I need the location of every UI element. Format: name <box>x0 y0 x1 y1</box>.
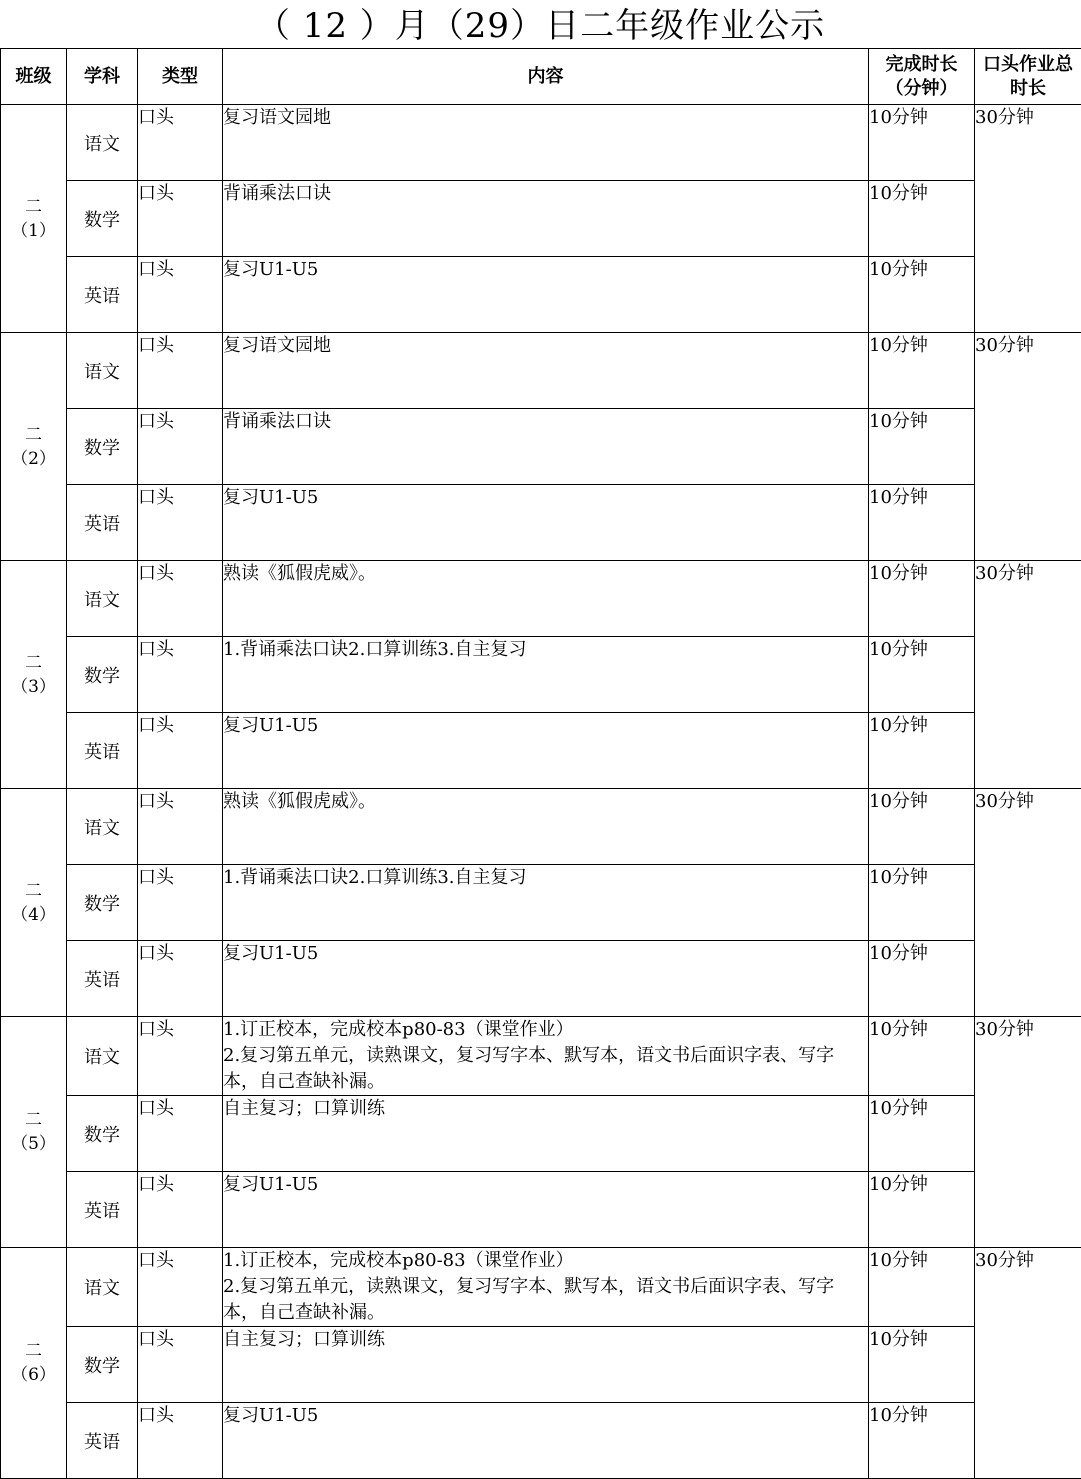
subject-cell: 英语 <box>67 713 138 789</box>
header-oral-total: 口头作业总时长 <box>975 49 1081 105</box>
type-cell: 口头 <box>138 713 223 789</box>
content-cell: 复习U1-U5 <box>223 257 869 333</box>
class-number: （6） <box>1 1363 66 1387</box>
subject-cell: 英语 <box>67 1172 138 1248</box>
type-cell: 口头 <box>138 1172 223 1248</box>
oral-total-cell: 30分钟 <box>975 105 1081 333</box>
table-row <box>1 409 1081 485</box>
class-grade: 二 <box>1 195 66 219</box>
header-class: 班级 <box>1 49 67 105</box>
duration-cell: 10分钟 <box>869 1327 975 1403</box>
type-cell: 口头 <box>138 941 223 1017</box>
type-cell: 口头 <box>138 1017 223 1096</box>
table-row <box>1 1172 1081 1248</box>
subject-cell: 英语 <box>67 485 138 561</box>
type-cell: 口头 <box>138 637 223 713</box>
table-row <box>1 941 1081 1017</box>
class-grade: 二 <box>1 423 66 447</box>
content-cell: 复习U1-U5 <box>223 1172 869 1248</box>
content-cell: 自主复习；口算训练 <box>223 1327 869 1403</box>
subject-cell: 数学 <box>67 1327 138 1403</box>
duration-cell: 10分钟 <box>869 561 975 637</box>
type-cell: 口头 <box>138 1248 223 1327</box>
class-cell <box>1 333 67 561</box>
content-cell: 复习语文园地 <box>223 333 869 409</box>
class-grade: 二 <box>1 651 66 675</box>
type-cell: 口头 <box>138 333 223 409</box>
type-cell: 口头 <box>138 865 223 941</box>
table-row <box>1 713 1081 789</box>
header-subject: 学科 <box>67 49 138 105</box>
type-cell: 口头 <box>138 485 223 561</box>
oral-total-cell: 30分钟 <box>975 789 1081 1017</box>
table-row <box>1 1248 1081 1327</box>
class-grade: 二 <box>1 1108 66 1132</box>
content-cell: 背诵乘法口诀 <box>223 409 869 485</box>
table-row <box>1 637 1081 713</box>
content-cell: 复习U1-U5 <box>223 1403 869 1479</box>
header-type: 类型 <box>138 49 223 105</box>
type-cell: 口头 <box>138 1403 223 1479</box>
duration-cell: 10分钟 <box>869 941 975 1017</box>
content-cell: 1.背诵乘法口诀2.口算训练3.自主复习 <box>223 637 869 713</box>
table-row <box>1 485 1081 561</box>
type-cell: 口头 <box>138 561 223 637</box>
table-row <box>1 257 1081 333</box>
class-cell <box>1 1017 67 1248</box>
type-cell: 口头 <box>138 105 223 181</box>
table-body <box>1 105 1081 1479</box>
content-cell: 1.订正校本，完成校本p80-83（课堂作业） 2.复习第五单元，读熟课文，复习写字本、默写本，语文书后面识字表、写字本，自己查缺补漏。 <box>223 1248 869 1327</box>
class-cell <box>1 561 67 789</box>
type-cell: 口头 <box>138 181 223 257</box>
oral-total-cell: 30分钟 <box>975 1248 1081 1479</box>
content-cell: 熟读《狐假虎威》。 <box>223 789 869 865</box>
class-number: （2） <box>1 447 66 471</box>
oral-total-cell: 30分钟 <box>975 1017 1081 1248</box>
table-row <box>1 1403 1081 1479</box>
content-cell: 1.订正校本，完成校本p80-83（课堂作业） 2.复习第五单元，读熟课文，复习写字本、默写本，语文书后面识字表、写字本，自己查缺补漏。 <box>223 1017 869 1096</box>
duration-cell: 10分钟 <box>869 409 975 485</box>
subject-cell: 语文 <box>67 561 138 637</box>
subject-cell: 英语 <box>67 941 138 1017</box>
duration-cell: 10分钟 <box>869 789 975 865</box>
duration-cell: 10分钟 <box>869 181 975 257</box>
content-cell: 复习U1-U5 <box>223 485 869 561</box>
table-row <box>1 865 1081 941</box>
subject-cell: 数学 <box>67 865 138 941</box>
duration-cell: 10分钟 <box>869 637 975 713</box>
subject-cell: 语文 <box>67 1017 138 1096</box>
class-cell <box>1 789 67 1017</box>
class-number: （1） <box>1 219 66 243</box>
class-number: （3） <box>1 675 66 699</box>
duration-cell: 10分钟 <box>869 333 975 409</box>
oral-total-cell: 30分钟 <box>975 561 1081 789</box>
duration-cell: 10分钟 <box>869 485 975 561</box>
homework-table <box>0 48 1081 1479</box>
table-row <box>1 1327 1081 1403</box>
type-cell: 口头 <box>138 409 223 485</box>
table-row <box>1 1096 1081 1172</box>
subject-cell: 语文 <box>67 333 138 409</box>
content-cell: 自主复习；口算训练 <box>223 1096 869 1172</box>
subject-cell: 数学 <box>67 181 138 257</box>
duration-cell: 10分钟 <box>869 1096 975 1172</box>
content-cell: 复习语文园地 <box>223 105 869 181</box>
class-grade: 二 <box>1 879 66 903</box>
content-cell: 复习U1-U5 <box>223 713 869 789</box>
type-cell: 口头 <box>138 257 223 333</box>
duration-cell: 10分钟 <box>869 865 975 941</box>
duration-cell: 10分钟 <box>869 257 975 333</box>
type-cell: 口头 <box>138 1096 223 1172</box>
subject-cell: 英语 <box>67 257 138 333</box>
subject-cell: 语文 <box>67 1248 138 1327</box>
class-cell <box>1 1248 67 1479</box>
duration-cell: 10分钟 <box>869 1172 975 1248</box>
subject-cell: 数学 <box>67 1096 138 1172</box>
table-row <box>1 561 1081 637</box>
table-row <box>1 789 1081 865</box>
table-row <box>1 1017 1081 1096</box>
header-row <box>1 49 1081 105</box>
duration-cell: 10分钟 <box>869 1403 975 1479</box>
type-cell: 口头 <box>138 789 223 865</box>
page-title: （ 12 ）月（29）日二年级作业公示 <box>0 0 1081 48</box>
duration-cell: 10分钟 <box>869 713 975 789</box>
content-cell: 复习U1-U5 <box>223 941 869 1017</box>
class-number: （5） <box>1 1132 66 1156</box>
subject-cell: 数学 <box>67 409 138 485</box>
subject-cell: 语文 <box>67 789 138 865</box>
duration-cell: 10分钟 <box>869 1248 975 1327</box>
header-content: 内容 <box>223 49 869 105</box>
subject-cell: 英语 <box>67 1403 138 1479</box>
content-cell: 1.背诵乘法口诀2.口算训练3.自主复习 <box>223 865 869 941</box>
header-duration: 完成时长（分钟） <box>869 49 975 105</box>
class-grade: 二 <box>1 1339 66 1363</box>
subject-cell: 数学 <box>67 637 138 713</box>
table-row <box>1 181 1081 257</box>
content-cell: 熟读《狐假虎威》。 <box>223 561 869 637</box>
oral-total-cell: 30分钟 <box>975 333 1081 561</box>
class-cell <box>1 105 67 333</box>
class-number: （4） <box>1 903 66 927</box>
type-cell: 口头 <box>138 1327 223 1403</box>
subject-cell: 语文 <box>67 105 138 181</box>
table-row <box>1 333 1081 409</box>
table-row <box>1 105 1081 181</box>
duration-cell: 10分钟 <box>869 1017 975 1096</box>
duration-cell: 10分钟 <box>869 105 975 181</box>
content-cell: 背诵乘法口诀 <box>223 181 869 257</box>
